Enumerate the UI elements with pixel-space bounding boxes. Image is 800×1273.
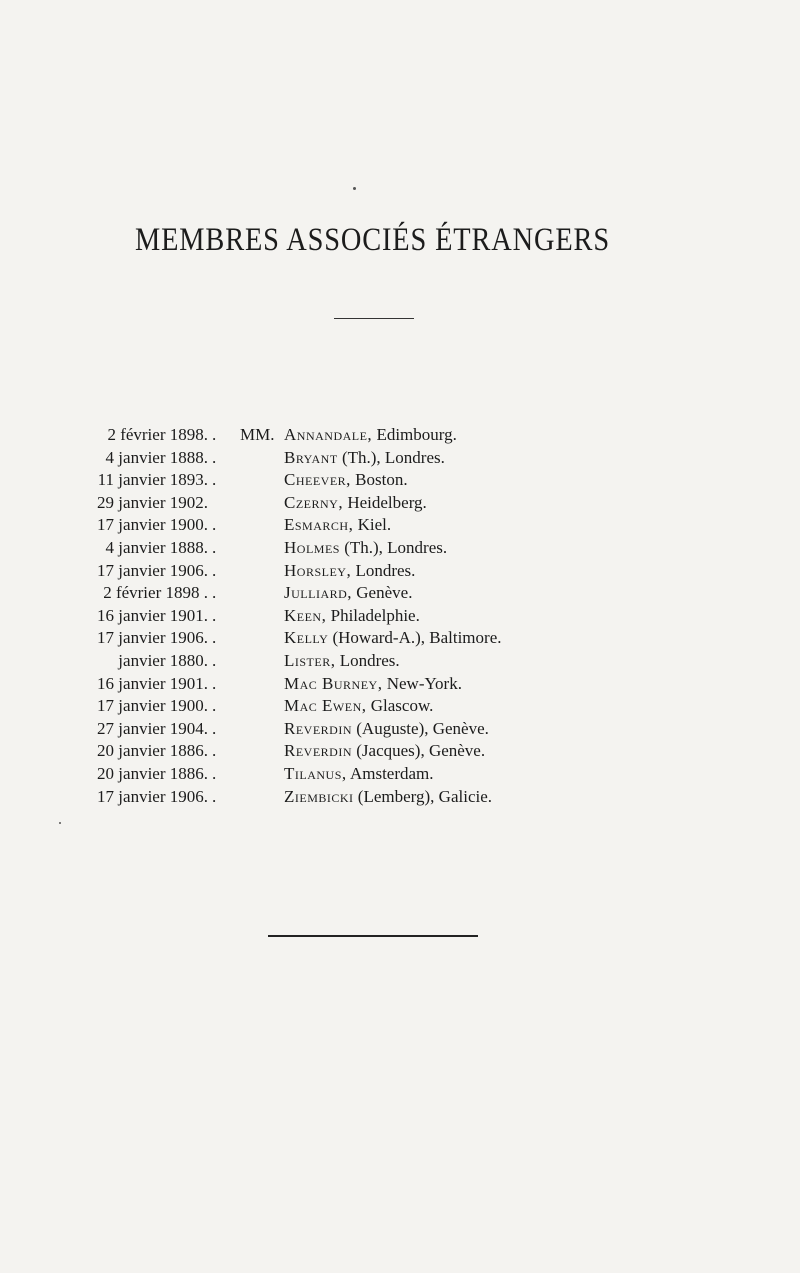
election-date: 17 janvier 1900. [97, 515, 208, 535]
member-row [0, 424, 800, 447]
member-name [284, 718, 489, 740]
print-speck [59, 822, 61, 824]
member-name [284, 582, 412, 604]
election-date: 29 janvier 1902. [97, 492, 208, 512]
member-surname: Reverdin [284, 718, 352, 738]
member-row [0, 447, 800, 470]
member-name [284, 673, 462, 695]
member-surname: Ziembicki [284, 786, 354, 806]
member-name [284, 627, 502, 649]
member-details: New-York. [382, 673, 462, 693]
print-speck [353, 187, 356, 190]
member-row [0, 763, 800, 786]
election-date: 4 janvier 1888. [105, 447, 208, 467]
member-surname: Esmarch, [284, 515, 354, 535]
member-row [0, 627, 800, 650]
leader-dots: . [212, 560, 217, 580]
member-row [0, 718, 800, 741]
member-name [284, 605, 420, 627]
member-name [284, 469, 408, 491]
member-surname: Lister, [284, 650, 336, 670]
member-name [284, 695, 433, 717]
member-surname: Tilanus, [284, 763, 347, 783]
election-date: janvier 1880. [118, 650, 208, 670]
member-name [284, 650, 400, 672]
member-row [0, 605, 800, 628]
honorific-prefix: MM. [240, 425, 275, 444]
closing-divider [268, 935, 478, 937]
member-surname: Julliard, [284, 583, 353, 603]
leader-dots: . [212, 515, 217, 535]
member-name [284, 492, 427, 514]
member-details: (Auguste), Genève. [352, 718, 489, 738]
member-row [0, 492, 800, 515]
member-surname: Mac Burney, [284, 673, 383, 693]
member-details: Edimbourg. [372, 425, 457, 444]
member-details: Londres. [351, 560, 416, 580]
member-details: Amsterdam. [346, 763, 434, 783]
election-date: 11 janvier 1893. [97, 470, 208, 490]
member-row [0, 673, 800, 696]
member-surname: Keen, [284, 605, 327, 625]
member-details: (Lemberg), Galicie. [353, 786, 493, 806]
member-details: Glascow. [366, 696, 434, 716]
election-date: 20 janvier 1886. [97, 741, 208, 761]
leader-dots: . [212, 447, 217, 467]
member-name [284, 560, 415, 582]
member-surname: Kelly [284, 628, 329, 648]
member-row [0, 650, 800, 673]
member-surname: Holmes [284, 537, 340, 557]
leader-dots: . [212, 673, 217, 693]
member-list [0, 424, 800, 808]
member-name [284, 514, 391, 536]
leader-dots: . [212, 628, 217, 648]
member-name [284, 740, 485, 762]
leader-dots: . [212, 650, 217, 670]
member-details: (Jacques), Genève. [352, 741, 486, 761]
member-surname: Mac Ewen, [284, 696, 367, 716]
election-date: 17 janvier 1906. [97, 560, 208, 580]
member-name [284, 447, 445, 469]
leader-dots: . [212, 583, 217, 603]
member-details: Philadelphie. [326, 605, 420, 625]
member-row [0, 740, 800, 763]
election-date: 2 février 1898 . [103, 583, 208, 603]
member-details: (Howard-A.), Baltimore. [328, 628, 502, 648]
member-name [284, 537, 447, 559]
leader-dots: . [212, 718, 217, 738]
member-details: (Th.), Londres. [337, 447, 445, 467]
member-surname: Reverdin [284, 741, 352, 761]
page-title: MEMBRES ASSOCIÉS ÉTRANGERS [135, 222, 610, 258]
leader-dots: . [212, 696, 217, 716]
member-details: (Th.), Londres. [339, 537, 448, 557]
member-row [0, 560, 800, 583]
member-details: Londres. [335, 650, 400, 670]
member-details: Genève. [352, 583, 413, 603]
leader-dots: . [212, 786, 217, 806]
member-surname: Annandale, [284, 425, 373, 444]
member-details: Kiel. [353, 515, 392, 535]
member-row [0, 582, 800, 605]
member-surname: Bryant [284, 447, 338, 467]
member-row [0, 514, 800, 537]
election-date: 20 janvier 1886. [97, 763, 208, 783]
member-surname: Czerny, [284, 492, 344, 512]
member-row [0, 469, 800, 492]
leader-dots: . [212, 605, 217, 625]
member-name [284, 424, 457, 446]
leader-dots: . [212, 537, 217, 557]
member-details: Heidelberg. [343, 492, 427, 512]
title-divider [334, 318, 414, 319]
member-details: Boston. [350, 470, 408, 490]
election-date: 17 janvier 1906. [97, 628, 208, 648]
election-date: 17 janvier 1906. [97, 786, 208, 806]
leader-dots: . [212, 425, 217, 444]
member-row [0, 786, 800, 809]
election-date: 27 janvier 1904. [97, 718, 208, 738]
election-date: 4 janvier 1888. [105, 537, 208, 557]
member-name [284, 763, 434, 785]
member-surname: Horsley, [284, 560, 352, 580]
election-date: 16 janvier 1901. [97, 605, 208, 625]
election-date: 17 janvier 1900. [97, 696, 208, 716]
member-row [0, 537, 800, 560]
leader-dots: . [212, 470, 217, 490]
member-surname: Cheever, [284, 470, 351, 490]
election-date: 16 janvier 1901. [97, 673, 208, 693]
leader-dots: . [212, 763, 217, 783]
election-date: 2 février 1898. [107, 425, 208, 444]
member-row [0, 695, 800, 718]
member-name [284, 786, 492, 808]
leader-dots: . [212, 741, 217, 761]
